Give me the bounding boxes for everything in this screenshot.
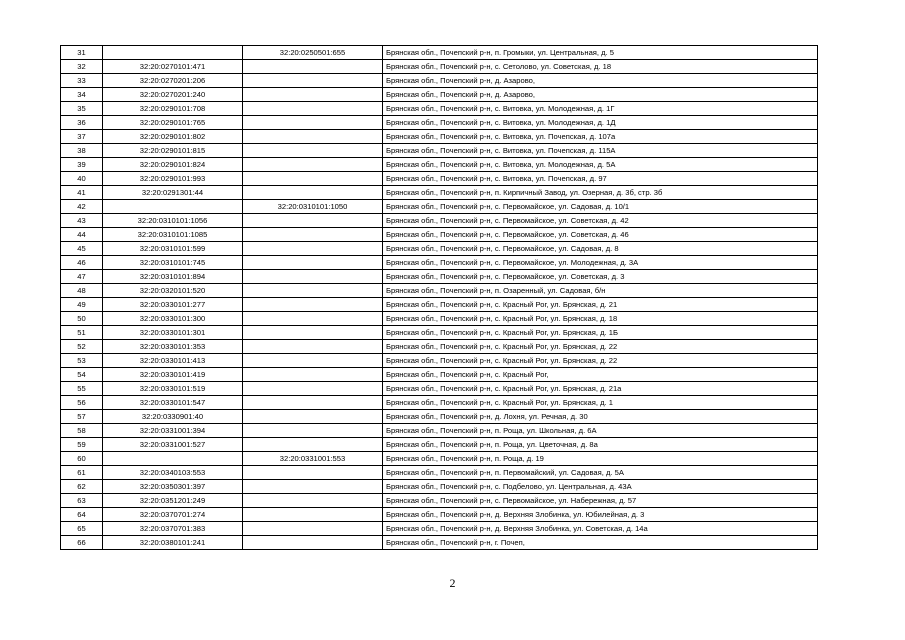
row-number-cell: 50 xyxy=(61,312,103,326)
cadastral-number-cell: 32:20:0330101:413 xyxy=(103,354,243,368)
cadastral-number-alt-cell xyxy=(243,340,383,354)
cadastral-number-cell: 32:20:0270201:206 xyxy=(103,74,243,88)
table-row xyxy=(61,536,818,550)
address-cell: Брянская обл., Почепский р-н, с. Красный Рог, ул. Брянская, д. 22 xyxy=(383,354,818,368)
row-number-cell: 58 xyxy=(61,424,103,438)
cadastral-number-alt-cell xyxy=(243,186,383,200)
address-cell: Брянская обл., Почепский р-н, с. Первомайское, ул. Садовая, д. 8 xyxy=(383,242,818,256)
table-row xyxy=(61,354,818,368)
cadastral-number-cell: 32:20:0380101:241 xyxy=(103,536,243,550)
cadastral-number-alt-cell xyxy=(243,298,383,312)
table-row xyxy=(61,298,818,312)
row-number-cell: 32 xyxy=(61,60,103,74)
row-number-cell: 41 xyxy=(61,186,103,200)
cadastral-number-alt-cell xyxy=(243,354,383,368)
address-cell: Брянская обл., Почепский р-н, с. Первомайское, ул. Советская, д. 46 xyxy=(383,228,818,242)
cadastral-number-cell: 32:20:0320101:520 xyxy=(103,284,243,298)
address-cell: Брянская обл., Почепский р-н, с. Красный Рог, ул. Брянская, д. 18 xyxy=(383,312,818,326)
cadastral-number-cell: 32:20:0350301:397 xyxy=(103,480,243,494)
cadastral-number-alt-cell xyxy=(243,466,383,480)
table-row xyxy=(61,214,818,228)
table-row xyxy=(61,312,818,326)
address-cell: Брянская обл., Почепский р-н, с. Красный Рог, xyxy=(383,368,818,382)
table-row xyxy=(61,270,818,284)
cadastral-number-cell: 32:20:0330101:519 xyxy=(103,382,243,396)
table-row xyxy=(61,158,818,172)
cadastral-number-alt-cell xyxy=(243,312,383,326)
row-number-cell: 52 xyxy=(61,340,103,354)
row-number-cell: 66 xyxy=(61,536,103,550)
page-number: 2 xyxy=(449,576,456,590)
table-row xyxy=(61,130,818,144)
row-number-cell: 39 xyxy=(61,158,103,172)
cadastral-number-alt-cell xyxy=(243,256,383,270)
cadastral-number-alt-cell xyxy=(243,130,383,144)
cadastral-number-alt-cell xyxy=(243,438,383,452)
address-cell: Брянская обл., Почепский р-н, с. Витовка, ул. Молодежная, д. 1Г xyxy=(383,102,818,116)
address-cell: Брянская обл., Почепский р-н, п. Озаренный, ул. Садовая, б/н xyxy=(383,284,818,298)
cadastral-number-cell: 32:20:0310101:745 xyxy=(103,256,243,270)
cadastral-number-cell xyxy=(103,452,243,466)
row-number-cell: 65 xyxy=(61,522,103,536)
cadastral-number-alt-cell xyxy=(243,214,383,228)
cadastral-number-cell: 32:20:0290101:708 xyxy=(103,102,243,116)
row-number-cell: 36 xyxy=(61,116,103,130)
cadastral-number-alt-cell xyxy=(243,60,383,74)
cadastral-number-cell: 32:20:0331001:527 xyxy=(103,438,243,452)
table-row xyxy=(61,88,818,102)
cadastral-number-cell xyxy=(103,200,243,214)
registry-table xyxy=(60,45,818,550)
cadastral-number-cell: 32:20:0310101:894 xyxy=(103,270,243,284)
address-cell: Брянская обл., Почепский р-н, с. Витовка, ул. Почепская, д. 107а xyxy=(383,130,818,144)
cadastral-number-alt-cell xyxy=(243,522,383,536)
table-row xyxy=(61,242,818,256)
cadastral-number-cell: 32:20:0310101:599 xyxy=(103,242,243,256)
cadastral-number-cell: 32:20:0290101:824 xyxy=(103,158,243,172)
table-row xyxy=(61,144,818,158)
cadastral-number-cell: 32:20:0270101:471 xyxy=(103,60,243,74)
table-row xyxy=(61,200,818,214)
cadastral-number-alt-cell xyxy=(243,74,383,88)
cadastral-number-cell: 32:20:0290101:802 xyxy=(103,130,243,144)
cadastral-number-cell: 32:20:0330101:277 xyxy=(103,298,243,312)
table-row xyxy=(61,74,818,88)
row-number-cell: 63 xyxy=(61,494,103,508)
row-number-cell: 46 xyxy=(61,256,103,270)
row-number-cell: 54 xyxy=(61,368,103,382)
table-row xyxy=(61,340,818,354)
cadastral-number-alt-cell: 32:20:0310101:1050 xyxy=(243,200,383,214)
address-cell: Брянская обл., Почепский р-н, с. Первомайское, ул. Советская, д. 42 xyxy=(383,214,818,228)
row-number-cell: 61 xyxy=(61,466,103,480)
cadastral-number-alt-cell xyxy=(243,508,383,522)
address-cell: Брянская обл., Почепский р-н, с. Витовка, ул. Почепская, д. 97 xyxy=(383,172,818,186)
table-row xyxy=(61,326,818,340)
row-number-cell: 56 xyxy=(61,396,103,410)
row-number-cell: 45 xyxy=(61,242,103,256)
row-number-cell: 62 xyxy=(61,480,103,494)
row-number-cell: 64 xyxy=(61,508,103,522)
table-row xyxy=(61,452,818,466)
cadastral-number-cell: 32:20:0370701:383 xyxy=(103,522,243,536)
cadastral-number-cell: 32:20:0330101:301 xyxy=(103,326,243,340)
row-number-cell: 42 xyxy=(61,200,103,214)
cadastral-number-cell: 32:20:0330101:353 xyxy=(103,340,243,354)
table-row xyxy=(61,382,818,396)
table-row xyxy=(61,438,818,452)
cadastral-number-alt-cell xyxy=(243,326,383,340)
cadastral-number-alt-cell xyxy=(243,116,383,130)
cadastral-number-alt-cell xyxy=(243,536,383,550)
table-row xyxy=(61,466,818,480)
table-row xyxy=(61,424,818,438)
address-cell: Брянская обл., Почепский р-н, с. Сетолово, ул. Советская, д. 18 xyxy=(383,60,818,74)
row-number-cell: 40 xyxy=(61,172,103,186)
table-row xyxy=(61,494,818,508)
cadastral-number-alt-cell xyxy=(243,424,383,438)
cadastral-number-alt-cell xyxy=(243,396,383,410)
address-cell: Брянская обл., Почепский р-н, п. Роща, ул. Цветочная, д. 8а xyxy=(383,438,818,452)
row-number-cell: 34 xyxy=(61,88,103,102)
table-row xyxy=(61,284,818,298)
row-number-cell: 59 xyxy=(61,438,103,452)
cadastral-number-cell: 32:20:0310101:1085 xyxy=(103,228,243,242)
cadastral-number-cell: 32:20:0291301:44 xyxy=(103,186,243,200)
cadastral-number-alt-cell xyxy=(243,480,383,494)
cadastral-number-alt-cell xyxy=(243,284,383,298)
row-number-cell: 38 xyxy=(61,144,103,158)
row-number-cell: 44 xyxy=(61,228,103,242)
cadastral-number-cell: 32:20:0331001:394 xyxy=(103,424,243,438)
table-row xyxy=(61,522,818,536)
cadastral-number-cell: 32:20:0370701:274 xyxy=(103,508,243,522)
cadastral-number-alt-cell xyxy=(243,270,383,284)
row-number-cell: 49 xyxy=(61,298,103,312)
row-number-cell: 53 xyxy=(61,354,103,368)
row-number-cell: 57 xyxy=(61,410,103,424)
address-cell: Брянская обл., Почепский р-н, с. Красный Рог, ул. Брянская, д. 21а xyxy=(383,382,818,396)
cadastral-number-cell: 32:20:0330101:300 xyxy=(103,312,243,326)
address-cell: Брянская обл., Почепский р-н, с. Первомайское, ул. Садовая, д. 10/1 xyxy=(383,200,818,214)
address-cell: Брянская обл., Почепский р-н, д. Лохня, ул. Речная, д. 30 xyxy=(383,410,818,424)
address-cell: Брянская обл., Почепский р-н, п. Роща, ул. Школьная, д. 6А xyxy=(383,424,818,438)
cadastral-number-cell: 32:20:0270201:240 xyxy=(103,88,243,102)
address-cell: Брянская обл., Почепский р-н, п. Кирпичный Завод, ул. Озерная, д. 3б, стр. 3б xyxy=(383,186,818,200)
address-cell: Брянская обл., Почепский р-н, д. Азарово, xyxy=(383,88,818,102)
cadastral-number-cell: 32:20:0290101:993 xyxy=(103,172,243,186)
row-number-cell: 60 xyxy=(61,452,103,466)
cadastral-number-alt-cell xyxy=(243,410,383,424)
table-row xyxy=(61,480,818,494)
cadastral-number-cell: 32:20:0290101:815 xyxy=(103,144,243,158)
row-number-cell: 47 xyxy=(61,270,103,284)
cadastral-number-alt-cell xyxy=(243,102,383,116)
address-cell: Брянская обл., Почепский р-н, с. Витовка, ул. Почепская, д. 115А xyxy=(383,144,818,158)
address-cell: Брянская обл., Почепский р-н, с. Витовка, ул. Молодежная, д. 1Д xyxy=(383,116,818,130)
table-row xyxy=(61,102,818,116)
row-number-cell: 35 xyxy=(61,102,103,116)
row-number-cell: 43 xyxy=(61,214,103,228)
address-cell: Брянская обл., Почепский р-н, с. Первомайское, ул. Набережная, д. 57 xyxy=(383,494,818,508)
row-number-cell: 51 xyxy=(61,326,103,340)
cadastral-number-alt-cell xyxy=(243,144,383,158)
row-number-cell: 37 xyxy=(61,130,103,144)
table-row xyxy=(61,46,818,60)
cadastral-number-cell: 32:20:0290101:765 xyxy=(103,116,243,130)
address-cell: Брянская обл., Почепский р-н, с. Первомайское, ул. Советская, д. 3 xyxy=(383,270,818,284)
table-row xyxy=(61,60,818,74)
address-cell: Брянская обл., Почепский р-н, п. Первомайский, ул. Садовая, д. 5А xyxy=(383,466,818,480)
table-row xyxy=(61,172,818,186)
table-row xyxy=(61,228,818,242)
cadastral-number-alt-cell xyxy=(243,494,383,508)
address-cell: Брянская обл., Почепский р-н, с. Красный Рог, ул. Брянская, д. 22 xyxy=(383,340,818,354)
address-cell: Брянская обл., Почепский р-н, д. Верхняя Злобинка, ул. Советская, д. 14а xyxy=(383,522,818,536)
cadastral-number-cell: 32:20:0340103:553 xyxy=(103,466,243,480)
table-row xyxy=(61,396,818,410)
row-number-cell: 33 xyxy=(61,74,103,88)
address-cell: Брянская обл., Почепский р-н, п. Громыки, ул. Центральная, д. 5 xyxy=(383,46,818,60)
cadastral-number-alt-cell: 32:20:0331001:553 xyxy=(243,452,383,466)
row-number-cell: 48 xyxy=(61,284,103,298)
registry-table-body xyxy=(61,46,818,550)
cadastral-number-cell: 32:20:0330101:547 xyxy=(103,396,243,410)
address-cell: Брянская обл., Почепский р-н, с. Красный Рог, ул. Брянская, д. 1Б xyxy=(383,326,818,340)
address-cell: Брянская обл., Почепский р-н, с. Красный Рог, ул. Брянская, д. 21 xyxy=(383,298,818,312)
cadastral-number-alt-cell xyxy=(243,228,383,242)
address-cell: Брянская обл., Почепский р-н, д. Верхняя Злобинка, ул. Юбилейная, д. 3 xyxy=(383,508,818,522)
address-cell: Брянская обл., Почепский р-н, с. Витовка, ул. Молодежная, д. 5А xyxy=(383,158,818,172)
address-cell: Брянская обл., Почепский р-н, с. Красный Рог, ул. Брянская, д. 1 xyxy=(383,396,818,410)
cadastral-number-alt-cell xyxy=(243,172,383,186)
table-row xyxy=(61,256,818,270)
cadastral-number-cell: 32:20:0351201:249 xyxy=(103,494,243,508)
cadastral-number-alt-cell xyxy=(243,88,383,102)
cadastral-number-alt-cell: 32:20:0250501:655 xyxy=(243,46,383,60)
cadastral-number-cell xyxy=(103,46,243,60)
address-cell: Брянская обл., Почепский р-н, с. Подбелово, ул. Центральная, д. 43А xyxy=(383,480,818,494)
cadastral-number-cell: 32:20:0310101:1056 xyxy=(103,214,243,228)
address-cell: Брянская обл., Почепский р-н, с. Первомайское, ул. Молодежная, д. 3А xyxy=(383,256,818,270)
table-row xyxy=(61,186,818,200)
cadastral-number-cell: 32:20:0330901:40 xyxy=(103,410,243,424)
cadastral-number-alt-cell xyxy=(243,158,383,172)
address-cell: Брянская обл., Почепский р-н, д. Азарово, xyxy=(383,74,818,88)
row-number-cell: 31 xyxy=(61,46,103,60)
address-cell: Брянская обл., Почепский р-н, п. Роща, д. 19 xyxy=(383,452,818,466)
cadastral-number-alt-cell xyxy=(243,368,383,382)
table-row xyxy=(61,410,818,424)
table-row xyxy=(61,508,818,522)
row-number-cell: 55 xyxy=(61,382,103,396)
cadastral-number-alt-cell xyxy=(243,242,383,256)
cadastral-number-cell: 32:20:0330101:419 xyxy=(103,368,243,382)
address-cell: Брянская обл., Почепский р-н, г. Почеп, xyxy=(383,536,818,550)
table-row xyxy=(61,368,818,382)
table-row xyxy=(61,116,818,130)
cadastral-number-alt-cell xyxy=(243,382,383,396)
